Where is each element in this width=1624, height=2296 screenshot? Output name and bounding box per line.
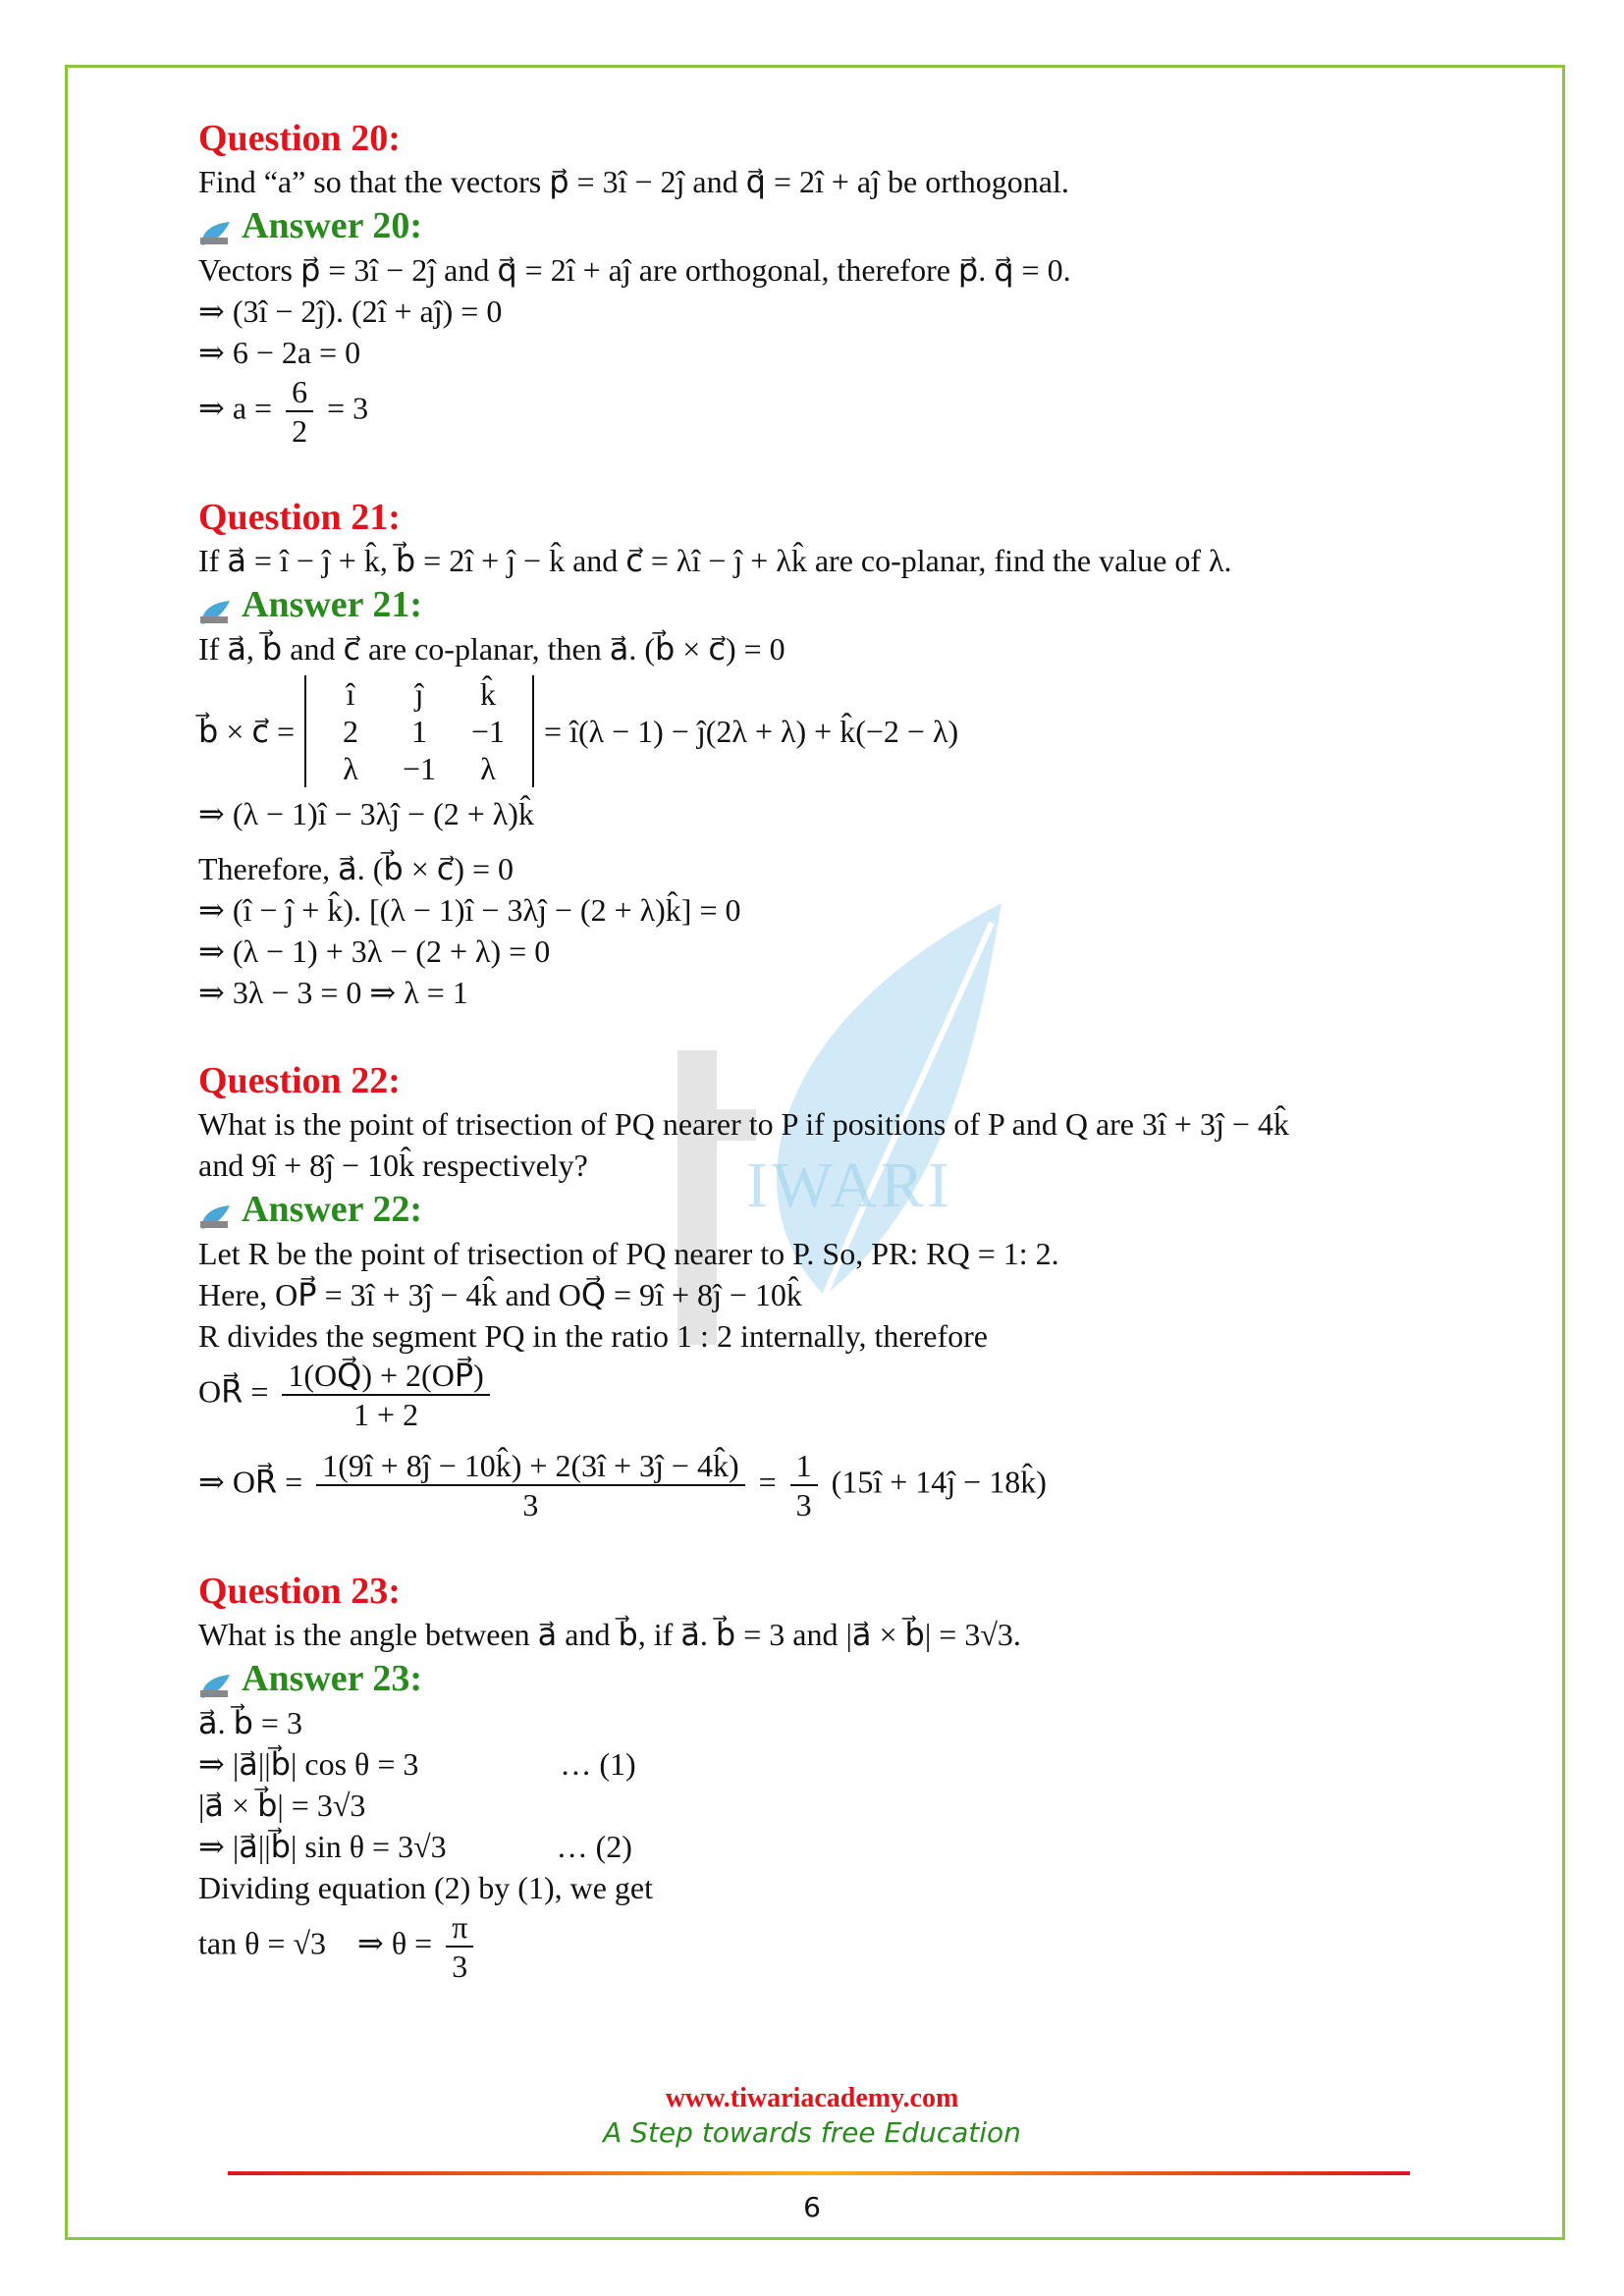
answer-22-line: R divides the segment PQ in the ratio 1 : 2 internally, therefore	[198, 1318, 988, 1354]
tiwari-logo-icon	[198, 1196, 232, 1223]
fraction-denominator: 3	[795, 1487, 812, 1522]
answer-22-line: Here, OP⃗ = 3î + 3ĵ − 4k̂ and OQ⃗ = 9î + 8ĵ − 10k̂	[198, 1277, 802, 1312]
det-cell: 1	[411, 714, 427, 749]
fraction	[446, 1908, 473, 1985]
answer-20-heading	[198, 202, 1475, 249]
footer-tagline: A Step towards free Education	[603, 2116, 1021, 2149]
footer-website: www.tiwariacademy.com	[665, 2083, 959, 2113]
question-22-text: What is the point of trisection of PQ nearer to P if positions of P and Q are 3î + 3ĵ − 4k̂	[198, 1106, 1289, 1142]
answer-20-fraction-line	[198, 373, 1475, 450]
fraction-denominator: 3	[522, 1487, 539, 1522]
question-20-title: Question 20:	[198, 118, 401, 159]
determinant-suffix: = î(λ − 1) − ĵ(2λ + λ) + k̂(−2 − λ)	[544, 714, 959, 749]
answer-22-heading	[198, 1186, 1475, 1233]
question-23-title: Question 23:	[198, 1571, 401, 1612]
fraction	[282, 1357, 489, 1433]
document-body	[198, 116, 1475, 1985]
det-cell: λ	[343, 751, 358, 786]
determinant-matrix	[304, 675, 534, 787]
page-number: 6	[803, 2191, 821, 2223]
fraction-denominator: 2	[292, 413, 308, 449]
question-21-title: Question 21:	[198, 497, 401, 538]
fraction-prefix: ⇒ OR⃗ =	[198, 1464, 303, 1500]
equals-sign: =	[758, 1464, 777, 1500]
watermark-text: IWARI	[746, 1149, 953, 1221]
fraction	[316, 1447, 744, 1523]
answer-20-title: Answer 20:	[242, 205, 423, 246]
answer-20-line: ⇒ 6 − 2a = 0	[198, 335, 361, 370]
fraction-numerator: 1	[790, 1447, 818, 1486]
det-cell: −1	[470, 714, 506, 749]
fraction-denominator: 1 + 2	[353, 1397, 419, 1432]
question-20-text: Find “a” so that the vectors p⃗ = 3î − 2ĵ and q⃗ = 2î + aĵ be orthogonal.	[198, 164, 1069, 199]
footer-divider	[228, 2171, 1410, 2175]
det-cell: î	[346, 676, 355, 712]
answer-21-title: Answer 21:	[242, 584, 423, 625]
det-cell: 2	[343, 714, 358, 749]
det-cell: −1	[402, 751, 437, 786]
answer-21-line: If a⃗, b⃗ and c⃗ are co-planar, then a⃗. (b⃗ × c⃗) = 0	[198, 631, 785, 667]
fraction-numerator: 1(OQ⃗) + 2(OP⃗)	[282, 1357, 489, 1396]
fraction-numerator: 6	[286, 373, 313, 412]
determinant-prefix: b⃗ × c⃗ =	[198, 714, 295, 749]
answer-23-line: |a⃗ × b⃗| = 3√3	[198, 1788, 366, 1823]
fraction-prefix: OR⃗ =	[198, 1373, 269, 1410]
answer-22-line: Let R be the point of trisection of PQ nearer to P. So, PR: RQ = 1: 2.	[198, 1236, 1059, 1271]
answer-23-line: a⃗. b⃗ = 3	[198, 1705, 302, 1740]
det-cell: λ	[480, 751, 496, 786]
fraction-denominator: 3	[452, 1949, 468, 1984]
det-cell: ĵ	[414, 676, 424, 712]
answer-23-heading	[198, 1655, 1475, 1702]
question-22-title: Question 22:	[198, 1060, 401, 1101]
answer-21-line: ⇒ 3λ − 3 = 0 ⇒ λ = 1	[198, 975, 468, 1010]
answer-23-line: ⇒ |a⃗||b⃗| cos θ = 3 … (1)	[198, 1746, 636, 1782]
answer-21-line: ⇒ (î − ĵ + k̂). [(λ − 1)î − 3λĵ − (2 + λ)k̂] = 0	[198, 892, 741, 928]
tiwari-logo-icon	[198, 212, 232, 240]
fraction	[286, 373, 313, 450]
answer-22-fraction-line	[198, 1357, 1475, 1433]
determinant-line	[198, 675, 1475, 787]
fraction-numerator: 1(9î + 8ĵ − 10k̂) + 2(3î + 3ĵ − 4k̂)	[316, 1447, 744, 1486]
answer-23-line: Dividing equation (2) by (1), we get	[198, 1870, 653, 1905]
fraction-prefix: ⇒ a =	[198, 390, 273, 426]
tiwari-logo-icon	[198, 591, 232, 618]
answer-21-heading	[198, 581, 1475, 628]
fraction	[790, 1447, 818, 1523]
answer-21-line: ⇒ (λ − 1) + 3λ − (2 + λ) = 0	[198, 934, 551, 969]
answer-23-title: Answer 23:	[242, 1658, 423, 1699]
answer-20-line: Vectors p⃗ = 3î − 2ĵ and q⃗ = 2î + aĵ are orthogonal, therefore p⃗. q⃗ = 0.	[198, 252, 1071, 288]
answer-21-line: ⇒ (λ − 1)î − 3λĵ − (2 + λ)k̂	[198, 796, 534, 831]
answer-23-fraction-line	[198, 1908, 1475, 1985]
question-22-text: and 9î + 8ĵ − 10k̂ respectively?	[198, 1148, 588, 1183]
fraction-numerator: π	[446, 1908, 473, 1948]
fraction-prefix: tan θ = √3 ⇒ θ =	[198, 1925, 433, 1961]
det-cell: k̂	[480, 676, 496, 712]
tiwari-logo-icon	[198, 1665, 232, 1692]
answer-22-fraction-line	[198, 1447, 1475, 1523]
fraction-suffix: = 3	[327, 390, 369, 426]
answer-23-line: ⇒ |a⃗||b⃗| sin θ = 3√3 … (2)	[198, 1829, 632, 1864]
answer-22-title: Answer 22:	[242, 1189, 423, 1230]
question-23-text: What is the angle between a⃗ and b⃗, if a⃗. b⃗ = 3 and |a⃗ × b⃗| = 3√3.	[198, 1617, 1021, 1652]
answer-21-line: Therefore, a⃗. (b⃗ × c⃗) = 0	[198, 851, 514, 886]
answer-20-line: ⇒ (3î − 2ĵ). (2î + aĵ) = 0	[198, 294, 503, 329]
fraction-suffix: (15î + 14ĵ − 18k̂)	[831, 1464, 1047, 1500]
question-21-text: If a⃗ = î − ĵ + k̂, b⃗ = 2î + ĵ − k̂ and c⃗ = λî − ĵ + λk̂ are co-planar, find the value of λ.	[198, 543, 1232, 578]
